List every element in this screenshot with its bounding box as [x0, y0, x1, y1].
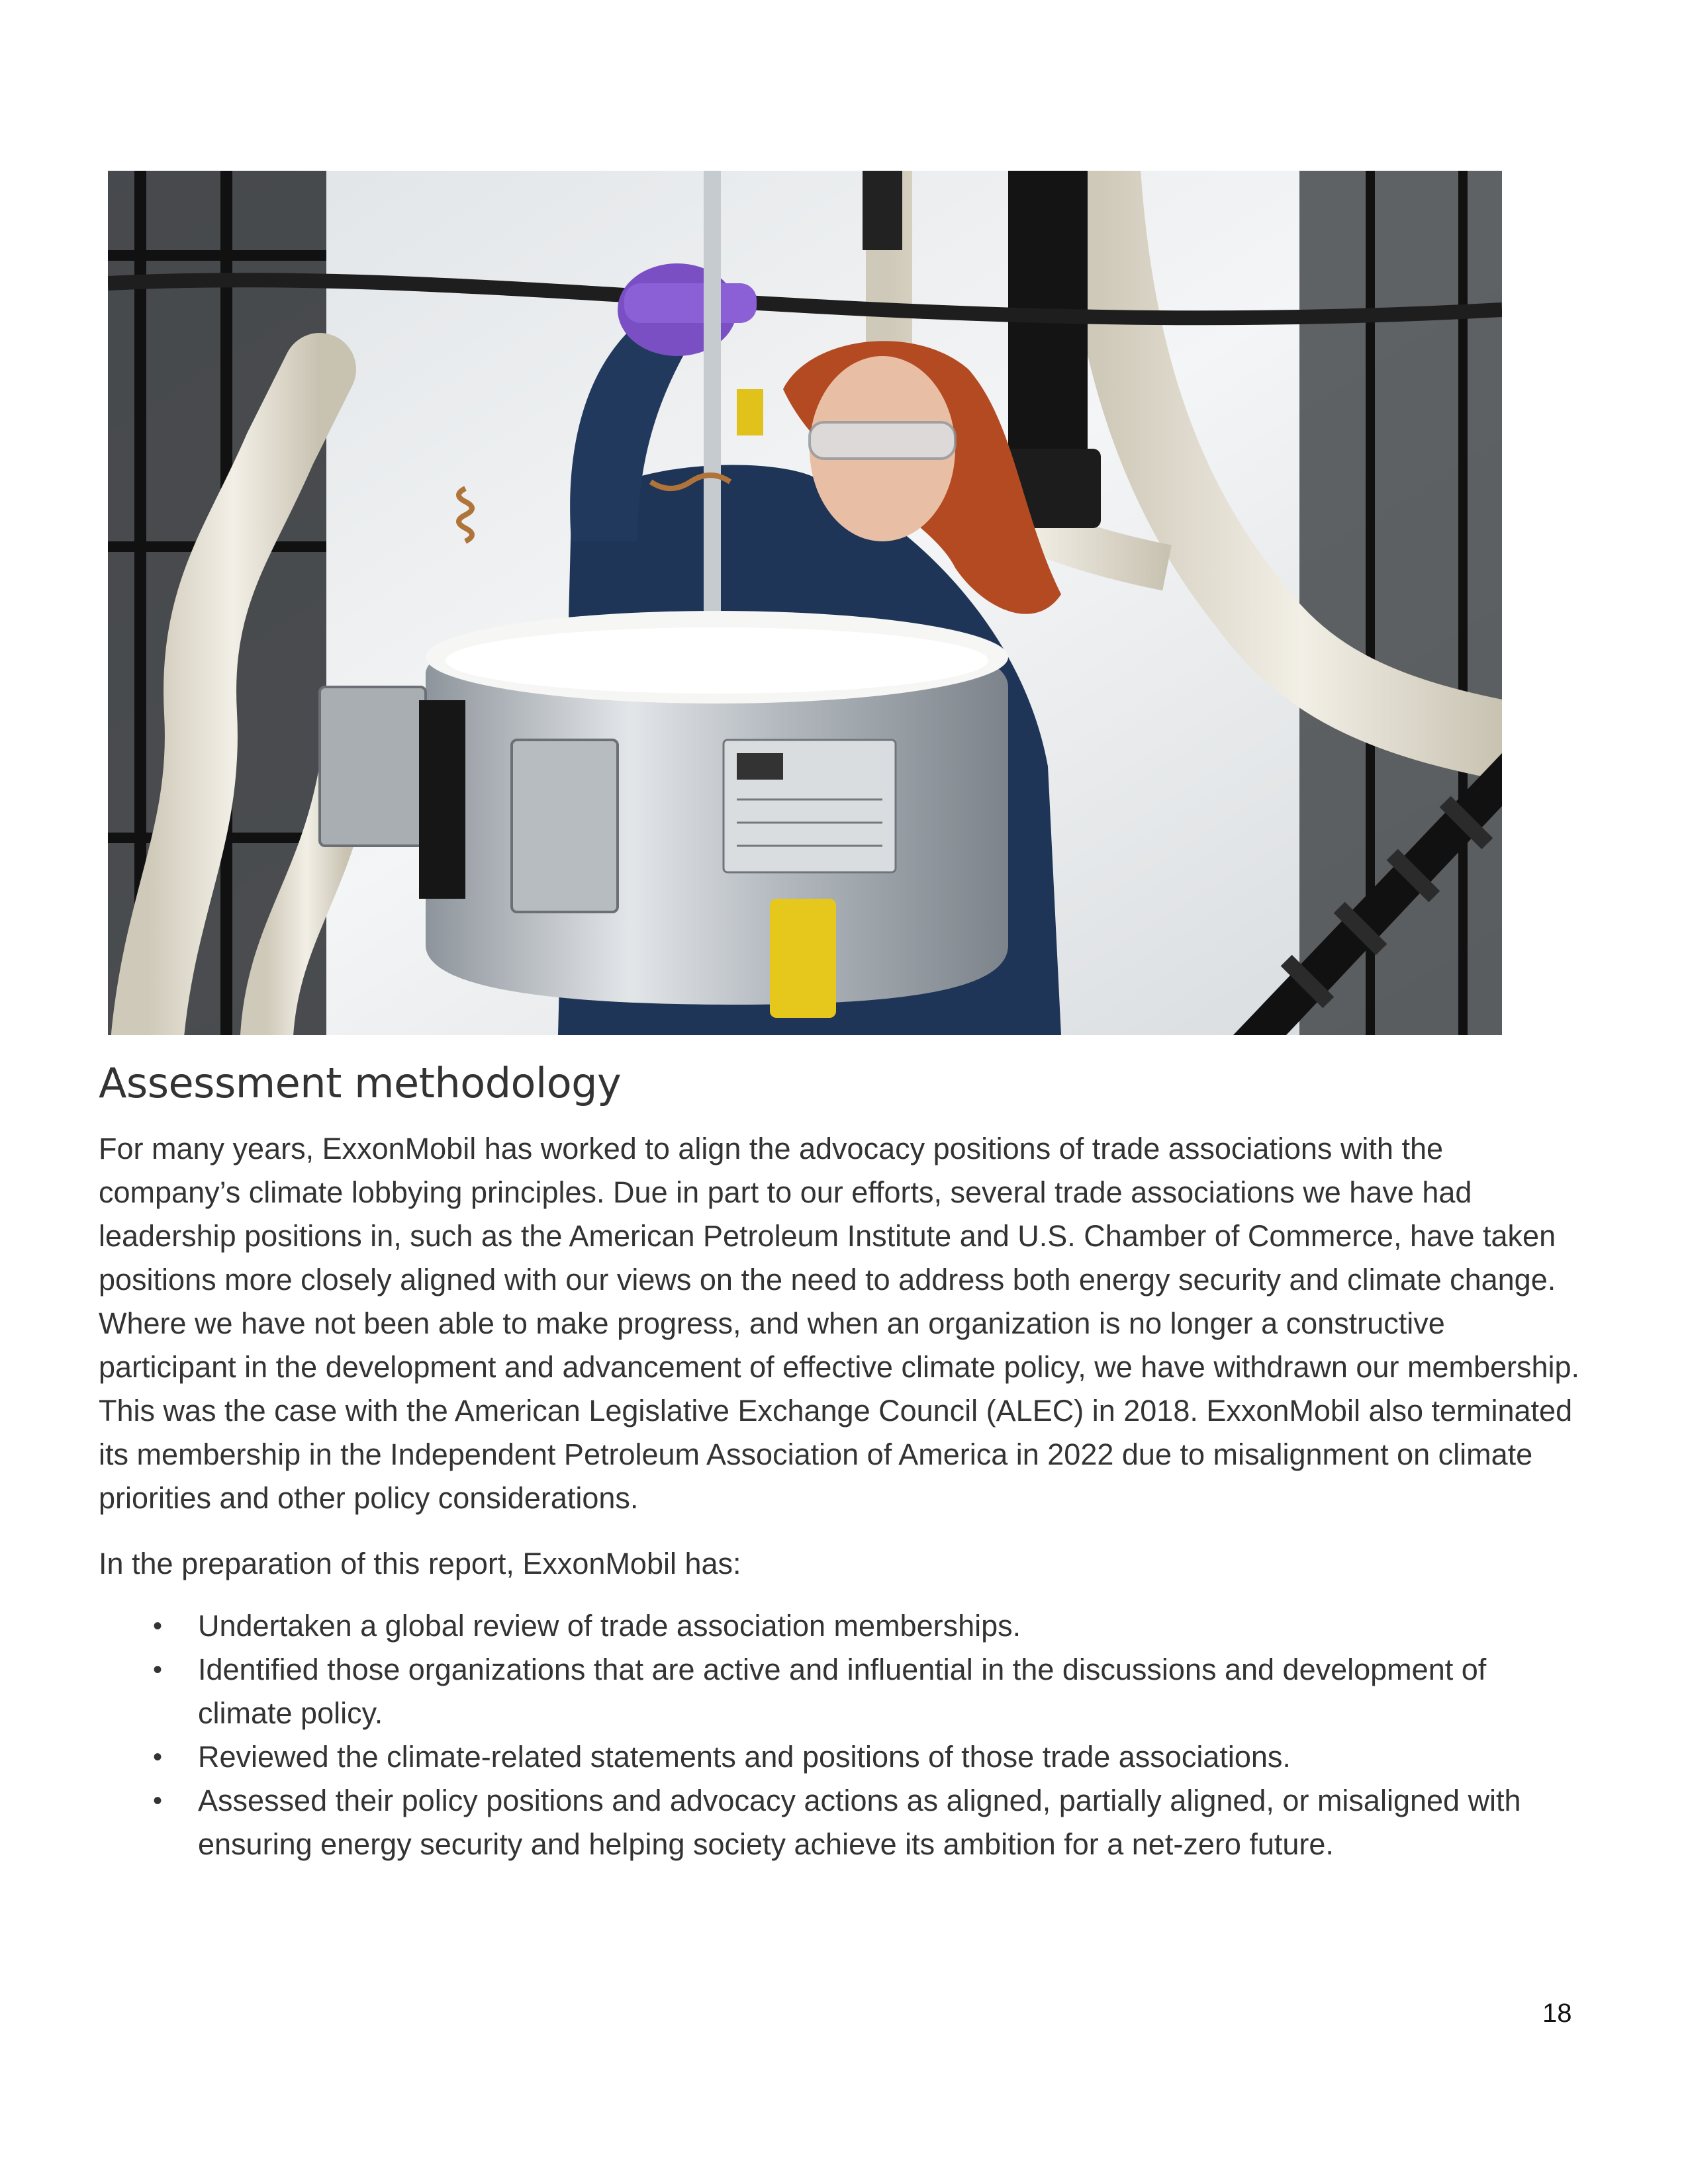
bullet-marker: • — [153, 1786, 163, 1815]
list-item — [99, 1779, 1588, 1866]
bullet-marker: • — [153, 1743, 163, 1772]
bullet-marker: • — [153, 1655, 163, 1684]
bullet-intro: In the preparation of this report, ExxonMobil has: — [99, 1547, 741, 1580]
list-item-text: Reviewed the climate-related statements and positions of those trade associations. — [198, 1740, 1291, 1774]
lab-photo — [108, 171, 1502, 1035]
list-item-text: Identified those organizations that are active and influential in the discussions and development of climate policy. — [198, 1653, 1487, 1730]
list-item — [99, 1648, 1588, 1735]
list-item — [99, 1604, 1588, 1648]
section-heading: Assessment methodology — [99, 1059, 622, 1107]
list-item — [99, 1735, 1588, 1779]
body-paragraph: For many years, ExxonMobil has worked to align the advocacy positions of trade associations with the company’s climate lobbying principles. Due in part to our efforts, several trade associations we have had leadership positions in, such as the American Petroleum Institute and U.S. Chamber of Commerce, have taken positions more closely aligned with our views on the need to address both energy security and climate change. Where we have not been able to make progress, and when an organization is no longer a constructive participant in the development and advancement of effective climate policy, we have withdrawn our membership. This was the case with the American Legislative Exchange Council (ALEC) in 2018. ExxonMobil also terminated its membership in the Independent Petroleum Association of America in 2022 due to misalignment on climate priorities and other policy considerations. — [99, 1132, 1580, 1515]
list-item-text: Undertaken a global review of trade association memberships. — [198, 1609, 1021, 1643]
bullet-marker: • — [153, 1612, 163, 1641]
bullet-list — [99, 1604, 1588, 1866]
list-item-text: Assessed their policy positions and advocacy actions as aligned, partially aligned, or misaligned with ensuring energy security and helping society achieve its ambition for a net-zero future. — [198, 1784, 1521, 1861]
lab-photo-illustration — [108, 171, 1502, 1035]
page-number: 18 — [1542, 1999, 1572, 2028]
